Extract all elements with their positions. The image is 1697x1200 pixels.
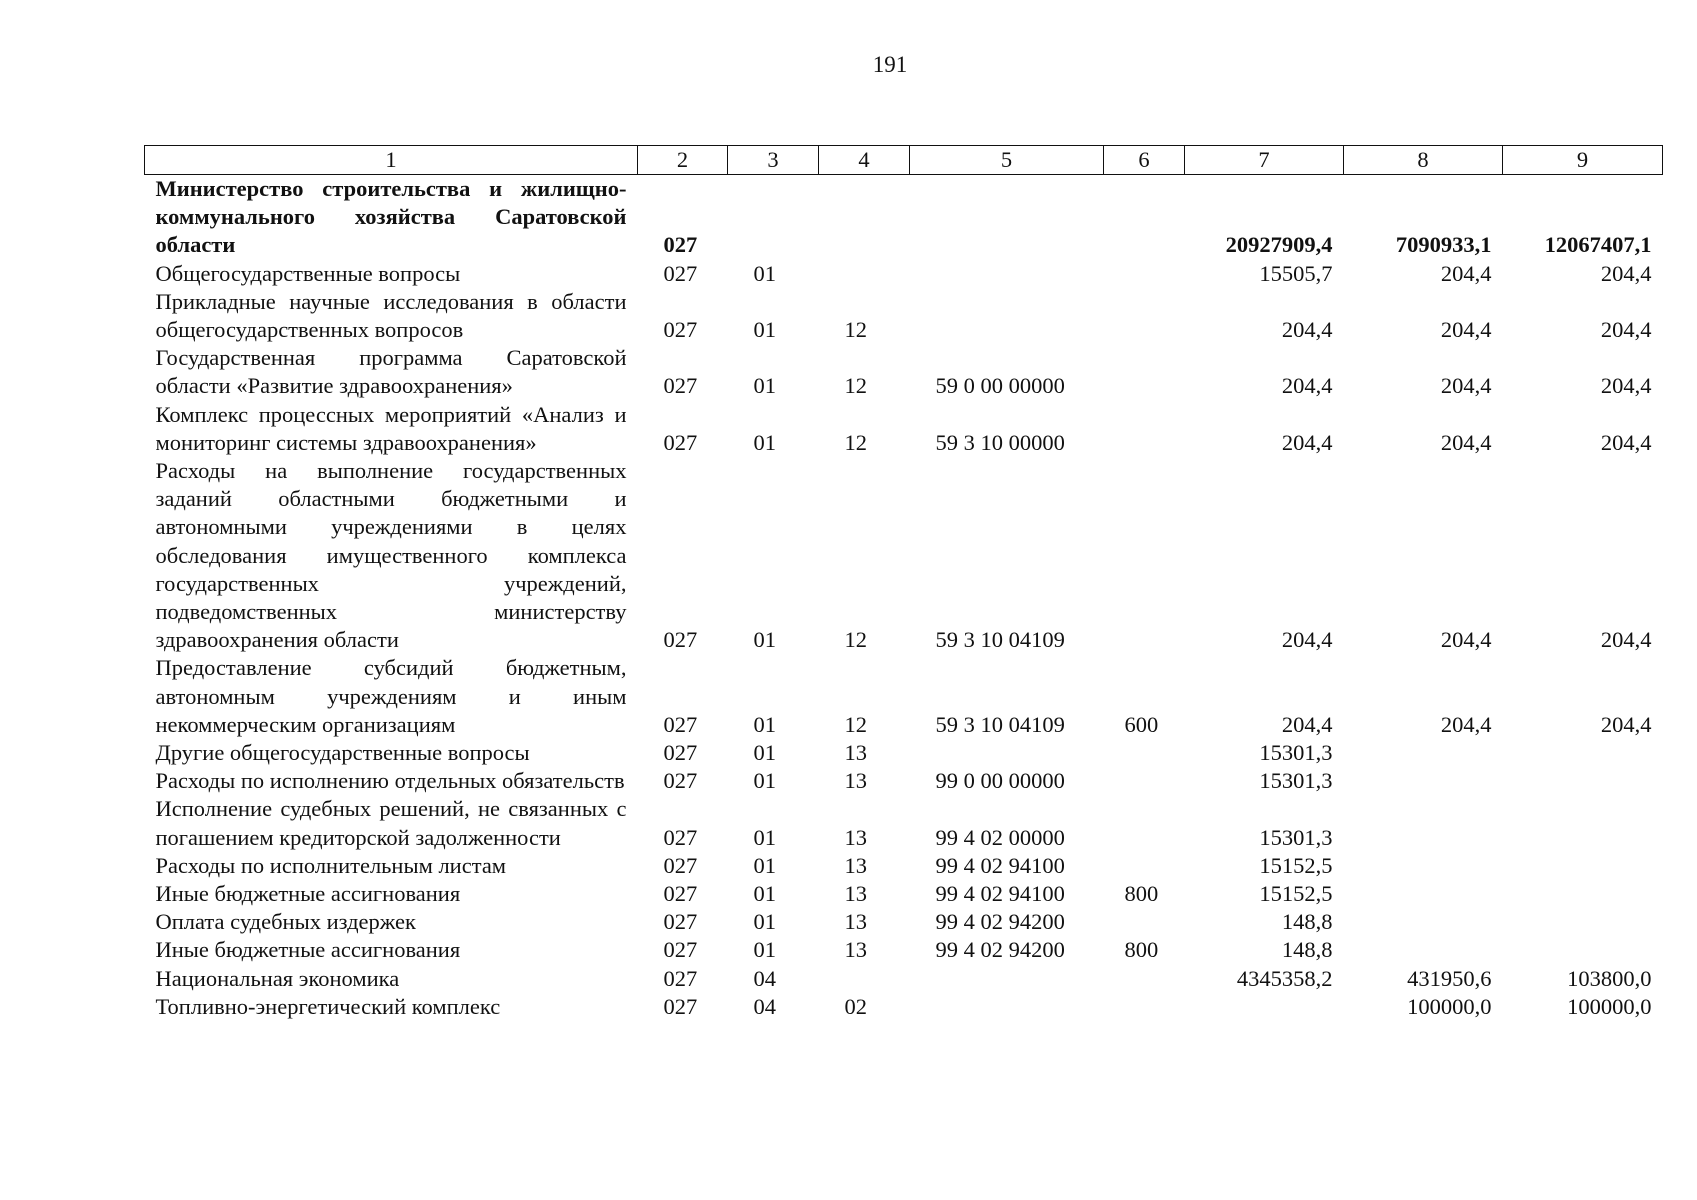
ministry-code-cell: 027 (663, 317, 698, 343)
row-name-cell: Расходы на выполнение государственных заданий областными бюджетными и автономными учреждениями в целях обследования имущественного комплекса государственных учреждений, подведомственных министерству здравоохранения области (155, 458, 627, 653)
target-article-cell (910, 260, 1104, 288)
section-code-cell: 01 (753, 317, 776, 343)
amount-col8-cell (1344, 936, 1503, 964)
target-article-cell: 99 4 02 94100 (935, 881, 1065, 907)
amount-col8-cell (1344, 767, 1503, 795)
amount-col9-cell: 204,4 (1600, 317, 1652, 343)
expense-type-cell (1104, 965, 1185, 993)
ministry-code-cell: 027 (663, 993, 698, 1019)
amount-col7-cell: 148,8 (1281, 909, 1333, 935)
subsection-code-cell: 12 (844, 627, 867, 653)
table-row (145, 344, 1663, 400)
table-row (145, 288, 1663, 344)
section-code-cell: 01 (753, 740, 776, 766)
expense-type-cell (1104, 993, 1185, 1021)
amount-col9-cell: 103800,0 (1567, 965, 1652, 991)
section-code-cell: 01 (753, 711, 776, 737)
section-code-cell: 01 (753, 881, 776, 907)
column-header: 8 (1344, 146, 1503, 175)
expense-type-cell (1104, 288, 1185, 344)
section-code-cell: 04 (753, 965, 776, 991)
amount-col9-cell: 204,4 (1600, 711, 1652, 737)
target-article-cell: 59 3 10 00000 (935, 429, 1065, 455)
amount-col7-cell: 15301,3 (1259, 740, 1333, 766)
section-code-cell: 01 (753, 429, 776, 455)
amount-col9-cell (1503, 936, 1663, 964)
ministry-code-cell: 027 (663, 852, 698, 878)
ministry-code-cell: 027 (663, 937, 698, 963)
table-row (145, 795, 1663, 851)
target-article-cell: 99 4 02 94200 (935, 909, 1065, 935)
expense-type-cell (1104, 175, 1185, 260)
amount-col8-cell: 204,4 (1440, 260, 1492, 286)
table-row (145, 908, 1663, 936)
amount-col9-cell (1503, 767, 1663, 795)
expense-type-cell (1104, 739, 1185, 767)
subsection-code-cell: 13 (844, 740, 867, 766)
table-row (145, 175, 1663, 260)
amount-col8-cell: 7090933,1 (1395, 232, 1492, 258)
amount-col9-cell: 204,4 (1600, 260, 1652, 286)
column-header: 3 (728, 146, 819, 175)
expense-type-cell (1104, 260, 1185, 288)
expense-type-cell (1104, 908, 1185, 936)
table-row (145, 739, 1663, 767)
row-name-cell: Топливно-энергетический комплекс (155, 993, 501, 1019)
section-code-cell: 01 (753, 768, 776, 794)
subsection-code-cell: 12 (844, 317, 867, 343)
expense-type-cell (1104, 344, 1185, 400)
table-row (145, 880, 1663, 908)
subsection-code-cell: 13 (844, 852, 867, 878)
section-code-cell: 01 (753, 937, 776, 963)
expense-type-cell (1104, 457, 1185, 654)
amount-col7-cell: 4345358,2 (1236, 965, 1333, 991)
amount-col8-cell (1344, 880, 1503, 908)
ministry-code-cell: 027 (663, 881, 698, 907)
header-row (145, 146, 1663, 175)
subsection-code-cell: 13 (844, 909, 867, 935)
page-number: 191 (872, 52, 908, 77)
row-name-cell: Расходы по исполнительным листам (155, 852, 507, 878)
expense-type-cell: 800 (1124, 881, 1159, 907)
row-name-cell: Иные бюджетные ассигнования (155, 937, 461, 963)
ministry-code-cell: 027 (663, 232, 698, 258)
table-row (145, 654, 1663, 739)
section-code-cell: 04 (753, 993, 776, 1019)
amount-col8-cell (1344, 908, 1503, 936)
ministry-code-cell: 027 (663, 909, 698, 935)
table-row (145, 993, 1663, 1021)
row-name-cell: Прикладные научные исследования в области общегосударственных вопросов (155, 288, 627, 343)
table-row (145, 401, 1663, 457)
column-header: 7 (1185, 146, 1344, 175)
subsection-code-cell: 13 (844, 881, 867, 907)
subsection-code-cell (819, 260, 910, 288)
amount-col7-cell: 15505,7 (1259, 260, 1333, 286)
ministry-code-cell: 027 (663, 965, 698, 991)
target-article-cell (910, 175, 1104, 260)
target-article-cell: 99 4 02 94200 (935, 937, 1065, 963)
amount-col9-cell (1503, 908, 1663, 936)
amount-col9-cell: 204,4 (1600, 429, 1652, 455)
target-article-cell: 59 3 10 04109 (935, 711, 1065, 737)
section-code-cell: 01 (753, 852, 776, 878)
section-code-cell: 01 (753, 909, 776, 935)
ministry-code-cell: 027 (663, 373, 698, 399)
target-article-cell: 59 3 10 04109 (935, 627, 1065, 653)
amount-col8-cell: 431950,6 (1407, 965, 1492, 991)
row-name-cell: Государственная программа Саратовской области «Развитие здравоохранения» (155, 345, 627, 399)
row-name-cell: Национальная экономика (155, 965, 400, 991)
expense-type-cell (1104, 767, 1185, 795)
amount-col7-cell: 15301,3 (1259, 768, 1333, 794)
table-row (145, 457, 1663, 654)
column-header: 9 (1503, 146, 1663, 175)
target-article-cell (910, 993, 1104, 1021)
ministry-code-cell: 027 (663, 768, 698, 794)
amount-col7-cell (1185, 993, 1344, 1021)
amount-col8-cell (1344, 739, 1503, 767)
amount-col7-cell: 15152,5 (1259, 881, 1333, 907)
target-article-cell (910, 965, 1104, 993)
amount-col7-cell: 204,4 (1281, 627, 1333, 653)
row-name-cell: Другие общегосударственные вопросы (155, 740, 530, 766)
row-name-cell: Расходы по исполнению отдельных обязательств (155, 768, 625, 794)
ministry-code-cell: 027 (663, 627, 698, 653)
amount-col9-cell: 204,4 (1600, 373, 1652, 399)
amount-col9-cell (1503, 739, 1663, 767)
section-code-cell (728, 175, 819, 260)
section-code-cell: 01 (753, 824, 776, 850)
amount-col7-cell: 15152,5 (1259, 852, 1333, 878)
amount-col7-cell: 148,8 (1281, 937, 1333, 963)
row-name-cell: Исполнение судебных решений, не связанных с погашением кредиторской задолженности (155, 796, 627, 850)
amount-col9-cell (1503, 880, 1663, 908)
subsection-code-cell: 13 (844, 768, 867, 794)
amount-col9-cell: 204,4 (1600, 627, 1652, 653)
subsection-code-cell: 12 (844, 373, 867, 399)
amount-col9-cell: 12067407,1 (1544, 232, 1652, 258)
amount-col8-cell: 204,4 (1440, 373, 1492, 399)
table-row (145, 852, 1663, 880)
amount-col7-cell: 20927909,4 (1225, 232, 1333, 258)
expense-type-cell: 600 (1124, 711, 1159, 737)
amount-col7-cell: 204,4 (1281, 429, 1333, 455)
target-article-cell (910, 739, 1104, 767)
subsection-code-cell (819, 965, 910, 993)
target-article-cell (910, 288, 1104, 344)
target-article-cell: 59 0 00 00000 (935, 373, 1065, 399)
row-name-cell: Общегосударственные вопросы (155, 260, 461, 286)
column-header: 1 (145, 146, 638, 175)
amount-col7-cell: 15301,3 (1259, 824, 1333, 850)
expense-type-cell (1104, 401, 1185, 457)
amount-col8-cell: 204,4 (1440, 711, 1492, 737)
amount-col8-cell (1344, 795, 1503, 851)
ministry-code-cell: 027 (663, 711, 698, 737)
table-row (145, 260, 1663, 288)
expense-type-cell: 800 (1124, 937, 1159, 963)
ministry-code-cell: 027 (663, 824, 698, 850)
row-name-cell: Предоставление субсидий бюджетным, автономным учреждениям и иным некоммерческим организациям (155, 655, 627, 737)
amount-col8-cell: 204,4 (1440, 627, 1492, 653)
amount-col9-cell (1503, 852, 1663, 880)
table-body (145, 175, 1663, 1022)
subsection-code-cell: 02 (844, 993, 867, 1019)
amount-col9-cell: 100000,0 (1567, 993, 1652, 1019)
row-name-cell: Комплекс процессных мероприятий «Анализ и мониторинг системы здравоохранения» (155, 401, 627, 455)
subsection-code-cell: 13 (844, 937, 867, 963)
section-code-cell: 01 (753, 373, 776, 399)
target-article-cell: 99 0 00 00000 (935, 768, 1065, 794)
ministry-code-cell: 027 (663, 260, 698, 286)
ministry-code-cell: 027 (663, 429, 698, 455)
ministry-code-cell: 027 (663, 740, 698, 766)
column-header: 4 (819, 146, 910, 175)
amount-col8-cell: 204,4 (1440, 429, 1492, 455)
subsection-code-cell: 12 (844, 429, 867, 455)
amount-col8-cell: 204,4 (1440, 317, 1492, 343)
target-article-cell: 99 4 02 00000 (935, 824, 1065, 850)
row-name-cell: Оплата судебных издержек (155, 909, 416, 935)
column-header: 6 (1104, 146, 1185, 175)
subsection-code-cell: 12 (844, 711, 867, 737)
section-code-cell: 01 (753, 627, 776, 653)
subsection-code-cell (819, 175, 910, 260)
column-header: 5 (910, 146, 1104, 175)
target-article-cell: 99 4 02 94100 (935, 852, 1065, 878)
table-row (145, 767, 1663, 795)
budget-table (144, 145, 1663, 1021)
amount-col8-cell (1344, 852, 1503, 880)
amount-col9-cell (1503, 795, 1663, 851)
amount-col7-cell: 204,4 (1281, 711, 1333, 737)
amount-col7-cell: 204,4 (1281, 373, 1333, 399)
amount-col7-cell: 204,4 (1281, 317, 1333, 343)
section-code-cell: 01 (753, 260, 776, 286)
expense-type-cell (1104, 795, 1185, 851)
subsection-code-cell: 13 (844, 824, 867, 850)
table-row (145, 965, 1663, 993)
row-name-cell: Иные бюджетные ассигнования (155, 881, 461, 907)
table-row (145, 936, 1663, 964)
expense-type-cell (1104, 852, 1185, 880)
amount-col8-cell: 100000,0 (1407, 993, 1492, 1019)
row-name-cell: Министерство строительства и жилищно-коммунального хозяйства Саратовской области (155, 176, 627, 258)
column-header: 2 (638, 146, 728, 175)
